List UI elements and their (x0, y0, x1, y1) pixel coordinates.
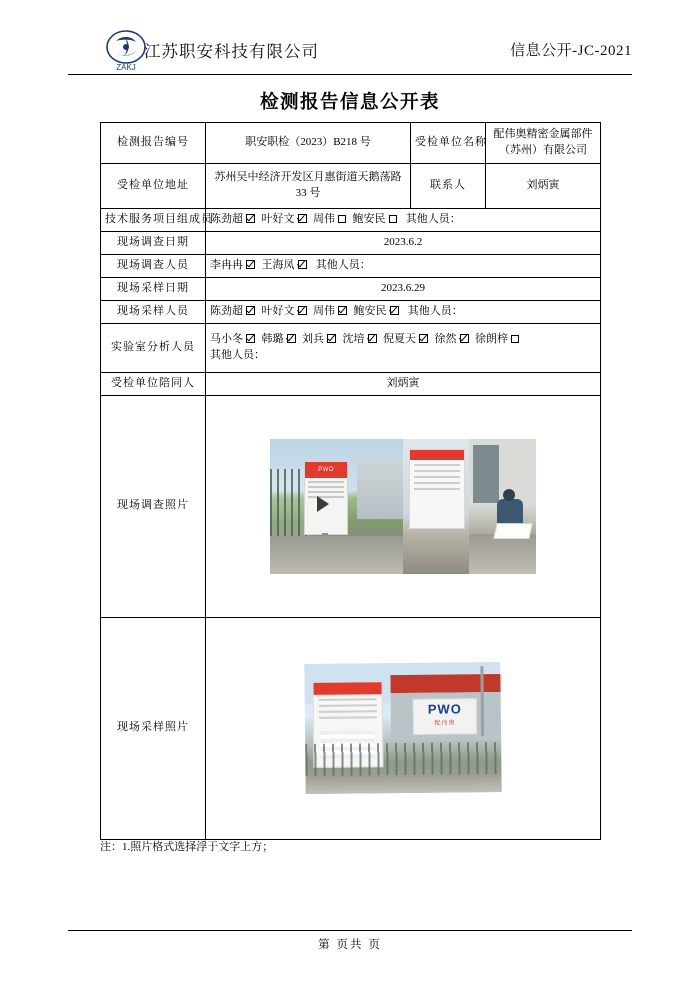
checkbox-checked-icon[interactable] (298, 260, 307, 269)
tech-team-label: 技术服务项目组成员 (101, 209, 206, 232)
survey-photo-label: 现场调查照片 (101, 395, 206, 617)
table-row (101, 164, 601, 209)
tech-member-name: 陈劲超 (210, 213, 243, 225)
sampling-member-name: 叶好文 (261, 304, 295, 317)
floor-decor (469, 534, 536, 574)
document-header (68, 30, 632, 74)
client-name-value: 配伟奥精密金属部件（苏州）有限公司 (486, 123, 601, 164)
sampling-staff-value (206, 300, 601, 323)
table-row (101, 617, 601, 839)
sign-brand-cn-text: 配伟奥 (434, 720, 456, 727)
report-no-value: 职安职检（2023）B218 号 (206, 123, 411, 164)
document-code: 信息公开-JC-2021 (510, 43, 632, 59)
report-no-label: 检测报告编号 (101, 123, 206, 164)
survey-date-label: 现场调查日期 (101, 231, 206, 254)
red-roof-decor (390, 674, 500, 693)
sampling-photo-cell (206, 617, 601, 839)
sampling-staff-label: 现场采样人员 (101, 300, 206, 323)
accompany-value: 刘炳寅 (206, 372, 601, 395)
lab-staff-other-label: 其他人员： (210, 348, 265, 361)
client-name-label: 受检单位名称 (411, 123, 486, 164)
checkbox-checked-icon[interactable] (390, 306, 399, 315)
survey-staff-label: 现场调查人员 (101, 254, 206, 277)
sampling-date-value: 2023.6.29 (206, 277, 601, 300)
lab-member-name: 沈培 (342, 332, 365, 345)
lab-member-name: 徐朗梓 (475, 332, 508, 345)
svg-text:ZAKJ: ZAKJ (116, 63, 136, 72)
table-row (101, 323, 601, 372)
checkbox-checked-icon[interactable] (419, 334, 428, 343)
checkbox-checked-icon[interactable] (246, 260, 255, 269)
contact-value: 刘炳寅 (486, 164, 601, 209)
sampling-photo-wrapper (210, 621, 596, 836)
header-divider (68, 74, 632, 75)
play-triangle-icon (317, 496, 329, 512)
lab-staff-label: 实验室分析人员 (101, 323, 206, 372)
survey-staff-other-label: 其他人员： (315, 258, 371, 271)
checkbox-unchecked-icon[interactable] (338, 215, 346, 223)
table-row (101, 231, 601, 254)
accompany-label: 受检单位陪同人 (101, 372, 206, 395)
tech-member-name: 周伟 (313, 213, 335, 225)
building-decor (357, 457, 403, 519)
ground-decor (270, 536, 403, 574)
notice-board-decor (304, 461, 348, 535)
survey-photo-panel-left (270, 439, 403, 574)
tech-member-name: 叶好文 (261, 213, 295, 225)
table-row (101, 123, 601, 164)
checkbox-unchecked-icon[interactable] (389, 215, 397, 223)
sampling-photo-image (304, 662, 501, 794)
table-row (101, 395, 601, 617)
info-panel-decor (409, 449, 465, 529)
person-head-decor (503, 489, 515, 501)
door-decor (473, 445, 499, 503)
checkbox-checked-icon[interactable] (246, 306, 255, 315)
survey-date-value: 2023.6.2 (206, 231, 601, 254)
lab-staff-value (206, 323, 601, 372)
lab-member-name: 韩璐 (261, 332, 284, 345)
company-sign-decor (413, 698, 477, 735)
checkbox-checked-icon[interactable] (246, 334, 255, 343)
sampling-photo-label: 现场采样照片 (101, 617, 206, 839)
survey-photo-image (270, 439, 536, 574)
lab-member-name: 徐然 (434, 332, 457, 345)
person-decor (497, 499, 523, 525)
board-brand: PWO (305, 462, 347, 478)
note-text: 注：1.照片格式选择浮于文字上方； (100, 841, 274, 853)
lab-member-name: 马小冬 (210, 332, 243, 345)
table-row (101, 209, 601, 232)
checkbox-checked-icon[interactable] (298, 214, 307, 223)
client-address-label: 受检单位地址 (101, 164, 206, 209)
survey-photo-panel-mid (403, 439, 469, 574)
sampling-member-name: 周伟 (313, 304, 335, 317)
footer-divider (68, 930, 632, 931)
survey-photo-wrapper (210, 399, 596, 614)
table-row (101, 277, 601, 300)
checkbox-checked-icon[interactable] (287, 334, 296, 343)
checkbox-unchecked-icon[interactable] (511, 335, 519, 343)
survey-member-name: 李冉冉 (210, 258, 243, 271)
paper-decor (493, 523, 532, 539)
tech-team-other-label: 其他人员： (405, 213, 461, 225)
survey-photo-cell (206, 395, 601, 617)
checkbox-checked-icon[interactable] (460, 334, 469, 343)
table-row (101, 372, 601, 395)
road-decor (305, 774, 501, 794)
contact-label: 联系人 (411, 164, 486, 209)
checkbox-checked-icon[interactable] (246, 214, 255, 223)
checkbox-checked-icon[interactable] (338, 306, 347, 315)
lab-member-name: 刘兵 (302, 332, 324, 345)
fence-decor (305, 742, 501, 778)
page-number: 第 页共 页 (318, 939, 382, 951)
checkbox-checked-icon[interactable] (368, 334, 377, 343)
sampling-member-name: 鲍安民 (353, 304, 387, 317)
lab-member-name: 倪夏天 (383, 332, 416, 345)
survey-member-name: 王海凤 (261, 258, 295, 271)
report-info-table (100, 122, 601, 840)
tech-team-value (206, 209, 601, 232)
sampling-member-name: 陈劲超 (210, 304, 243, 317)
checkbox-checked-icon[interactable] (298, 306, 307, 315)
sign-brand-text: PWO (427, 701, 462, 717)
page-title: 检测报告信息公开表 (259, 93, 440, 113)
survey-staff-value (206, 254, 601, 277)
table-row (101, 300, 601, 323)
company-name: 江苏职安科技有限公司 (144, 42, 319, 61)
sampling-staff-other-label: 其他人员： (407, 304, 463, 317)
checkbox-checked-icon[interactable] (327, 334, 336, 343)
sampling-date-label: 现场采样日期 (101, 277, 206, 300)
tech-member-name: 鲍安民 (352, 213, 386, 225)
table-row (101, 254, 601, 277)
client-address-value: 苏州吴中经济开发区月惠街道天鹅荡路 33 号 (206, 164, 411, 209)
survey-photo-panel-right (469, 439, 536, 574)
